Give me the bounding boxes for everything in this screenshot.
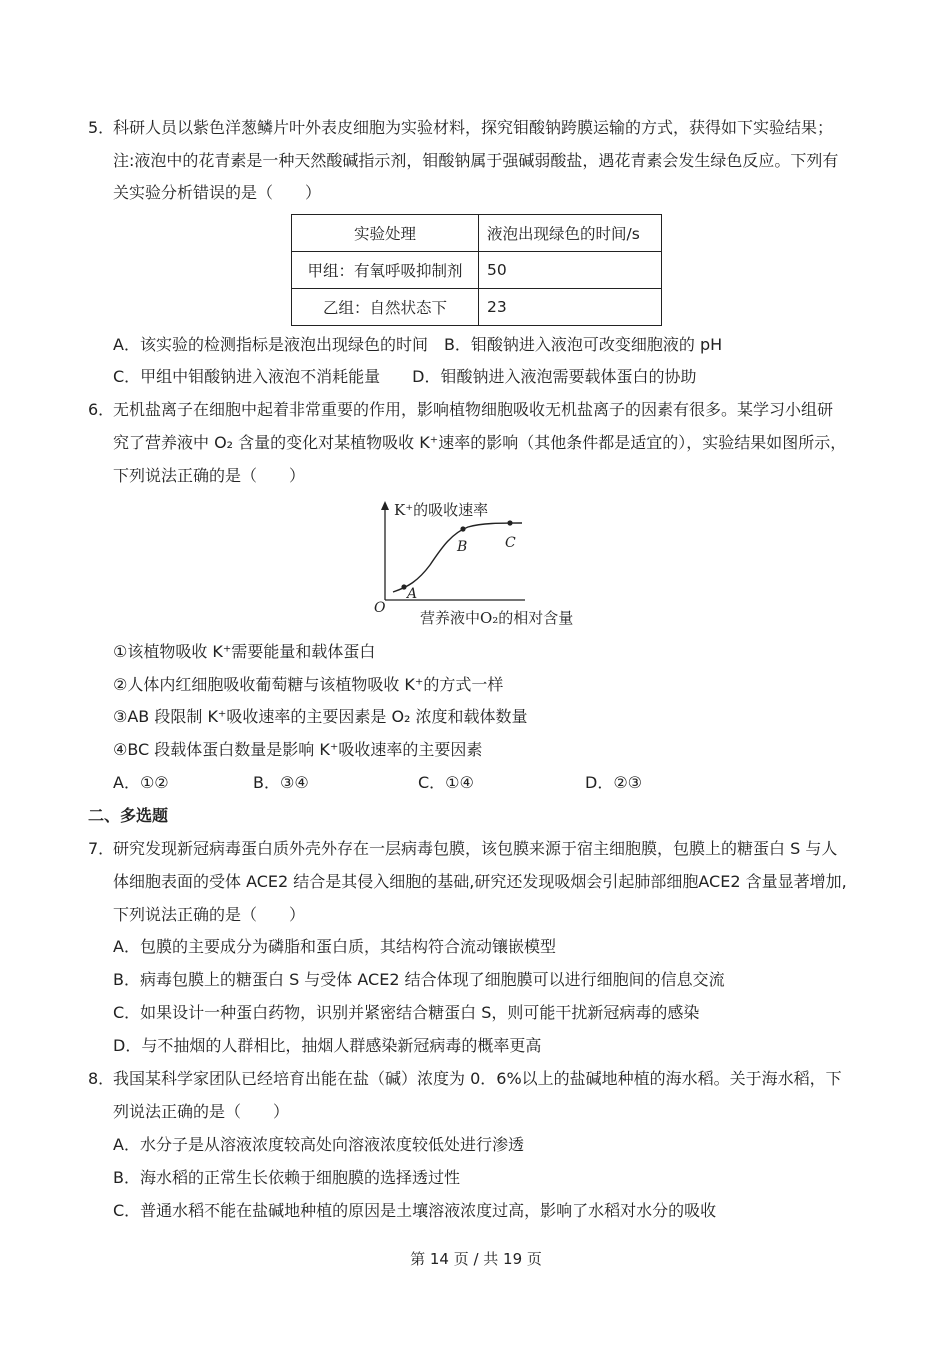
q6-uptake-graph (360, 495, 620, 635)
q7-number: 7． (88, 839, 115, 858)
point-b-label: B (457, 539, 468, 555)
point-c (507, 520, 512, 525)
q7-stem-line-1: 研究发现新冠病毒蛋白质外壳外存在一层病毒包膜，该包膜来源于宿主细胞膜，包膜上的糖蛋白 S 与人 (113, 839, 838, 858)
point-c-label: C (505, 535, 516, 551)
q8-stem-line-2: 列说法正确的是（ ） (113, 1102, 290, 1121)
q5-experiment-table (291, 214, 662, 326)
y-axis-arrow (381, 501, 389, 510)
table-row (292, 289, 662, 326)
q8-stem-line-1: 我国某科学家团队已经培育出能在盐（碱）浓度为 0．6%以上的盐碱地种植的海水稻。关于海水稻，下 (113, 1069, 842, 1088)
table-header-cell: 实验处理 (292, 215, 479, 252)
q6-option-c: C．①④ (418, 773, 474, 792)
q7-stem-line-3: 下列说法正确的是（ ） (113, 905, 306, 924)
y-axis-label: K⁺的吸收速率 (394, 501, 489, 519)
q7-stem-line-2: 体细胞表面的受体 ACE2 结合是其侵入细胞的基础,研究还发现吸烟会引起肺部细胞ACE2 含量显著增加, (113, 872, 847, 891)
q5-number: 5． (88, 118, 115, 137)
x-axis-label: 营养液中O₂的相对含量 (420, 609, 574, 627)
q5-stem-line-2: 注:液泡中的花青素是一种天然酸碱指示剂，钼酸钠属于强碱弱酸盐，遇花青素会发生绿色反应。下列有 (113, 151, 839, 170)
table-header-row (292, 215, 662, 252)
q8-option-c: C．普通水稻不能在盐碱地种植的原因是土壤溶液浓度过高，影响了水稻对水分的吸收 (113, 1201, 717, 1220)
q6-option-d: D．②③ (585, 773, 643, 792)
table-cell: 甲组：有氧呼吸抑制剂 (292, 252, 479, 289)
q5-options-line-1: A．该实验的检测指标是液泡出现绿色的时间 B．钼酸钠进入液泡可改变细胞液的 pH (113, 335, 723, 354)
table-cell: 50 (479, 252, 662, 289)
q6-statement-2: ②人体内红细胞吸收葡萄糖与该植物吸收 K⁺的方式一样 (113, 675, 504, 694)
q6-statement-3: ③AB 段限制 K⁺吸收速率的主要因素是 O₂ 浓度和载体数量 (113, 707, 528, 726)
q6-stem-line-2: 究了营养液中 O₂ 含量的变化对某植物吸收 K⁺速率的影响（其他条件都是适宜的），实验结果如图所示， (113, 433, 847, 452)
origin-label: O (374, 600, 386, 616)
point-b (460, 526, 465, 531)
table-cell: 23 (479, 289, 662, 326)
section-title: 二、多选题 (88, 806, 169, 825)
uptake-curve (393, 523, 522, 592)
page-footer: 第 14 页 / 共 19 页 (410, 1250, 542, 1268)
q7-option-a: A．包膜的主要成分为磷脂和蛋白质，其结构符合流动镶嵌模型 (113, 937, 556, 956)
q6-stem-line-3: 下列说法正确的是（ ） (113, 466, 306, 485)
point-a-label: A (407, 586, 418, 602)
q8-option-b: B．海水稻的正常生长依赖于细胞膜的选择透过性 (113, 1168, 460, 1187)
table-cell: 乙组：自然状态下 (292, 289, 479, 326)
q5-options-line-2: C．甲组中钼酸钠进入液泡不消耗能量 D．钼酸钠进入液泡需要载体蛋白的协助 (113, 367, 697, 386)
q6-statement-4: ④BC 段载体蛋白数量是影响 K⁺吸收速率的主要因素 (113, 740, 483, 759)
table-row (292, 252, 662, 289)
q6-option-b: B．③④ (253, 773, 309, 792)
q7-option-d: D．与不抽烟的人群相比，抽烟人群感染新冠病毒的概率更高 (113, 1036, 542, 1055)
table-header-cell: 液泡出现绿色的时间/s (479, 215, 662, 252)
q6-number: 6． (88, 400, 115, 419)
q6-stem-line-1: 无机盐离子在细胞中起着非常重要的作用，影响植物细胞吸收无机盐离子的因素有很多。某学习小组研 (113, 400, 834, 419)
q7-option-c: C．如果设计一种蛋白药物，识别并紧密结合糖蛋白 S，则可能干扰新冠病毒的感染 (113, 1003, 700, 1022)
q6-statement-1: ①该植物吸收 K⁺需要能量和载体蛋白 (113, 642, 376, 661)
q5-stem-line-3: 关实验分析错误的是（ ） (113, 183, 322, 202)
q8-option-a: A．水分子是从溶液浓度较高处向溶液浓度较低处进行渗透 (113, 1135, 524, 1154)
q5-stem-line-1: 科研人员以紫色洋葱鳞片叶外表皮细胞为实验材料，探究钼酸钠跨膜运输的方式，获得如下实验结果； (113, 118, 834, 137)
point-a (401, 584, 406, 589)
q7-option-b: B．病毒包膜上的糖蛋白 S 与受体 ACE2 结合体现了细胞膜可以进行细胞间的信息交流 (113, 970, 725, 989)
q8-number: 8． (88, 1069, 115, 1088)
q6-option-a: A．①② (113, 773, 169, 792)
